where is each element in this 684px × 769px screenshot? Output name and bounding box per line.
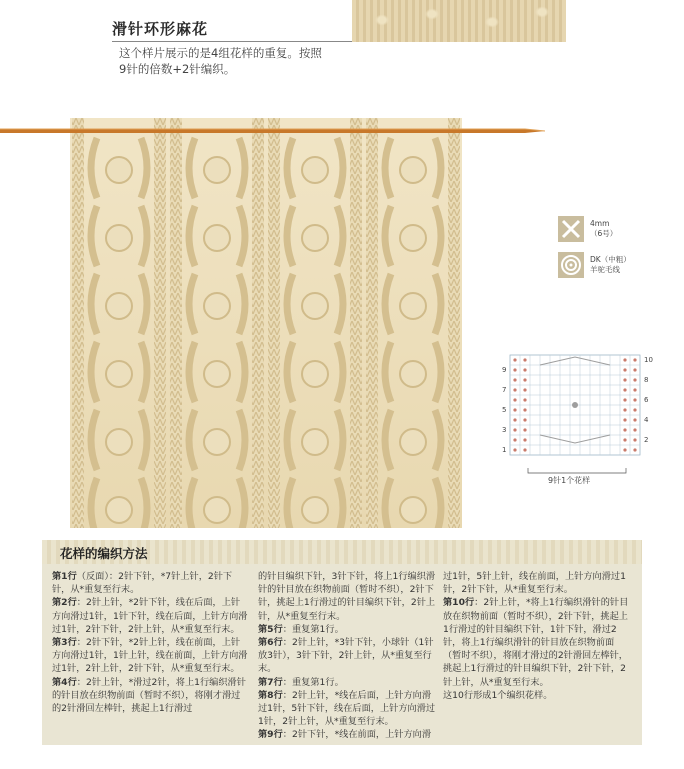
row-number-label: 第9行: [258, 729, 283, 741]
chart-row-label-left: 9: [502, 366, 507, 374]
row-number-label: 第5行: [258, 623, 283, 635]
chart-row-label-right: 2: [644, 436, 649, 444]
method-row-instruction: [258, 728, 436, 741]
chart-row-label-left: 3: [502, 426, 507, 434]
method-row-instruction: [258, 570, 436, 623]
method-row-instruction: [258, 623, 436, 636]
needle-size: 4mm: [590, 219, 610, 228]
row-number-label: 第7行: [258, 676, 283, 688]
method-column-3: [443, 570, 631, 702]
row-number-label: 第1行: [52, 571, 77, 582]
method-row-instruction: [52, 596, 248, 636]
row-instruction-text: 过1针，5针上针，线在前面，上针方向滑过1针，2针下针，从*重复至行末。: [443, 571, 626, 596]
row-instruction-text: ：2针下针，*线在前面，上针方向滑: [282, 729, 432, 741]
row-instruction-text: ：2针上针，*3针下针，小球针（1针放3针），3针下针，2针上针，从*重复至行末。: [258, 637, 434, 675]
chart-row-label-right: 10: [644, 356, 653, 364]
yarn-weight: DK（中粗）: [590, 255, 631, 264]
title-divider: [112, 41, 352, 42]
chart-row-label-left: 7: [502, 386, 507, 394]
row-number-label: 第2行: [52, 597, 77, 609]
row-number-label: 第3行: [52, 637, 77, 649]
needle-size-row: [558, 216, 631, 242]
swatch-thumbnail: [352, 0, 566, 42]
method-column-1: [52, 570, 248, 715]
method-row-instruction: [443, 570, 631, 596]
needles-icon: [558, 216, 584, 242]
knitted-swatch-image: [70, 118, 462, 528]
row-number-label: 第10行: [443, 597, 475, 609]
yarn-ball-icon: [558, 252, 584, 278]
method-column-2: [258, 570, 436, 742]
method-heading: 花样的编织方法: [60, 546, 148, 561]
row-number-label: 第6行: [258, 637, 283, 649]
chart-row-label-right: 8: [644, 376, 649, 384]
row-instruction-text: ：2针下针，*2针上针，线在前面，上针方向滑过1针，1针上针，线在前面，上针方向滑过1针，2针上针，2针下针，从*重复至行末。: [52, 637, 248, 675]
method-row-instruction: [258, 689, 436, 729]
knitting-needle-image: [0, 124, 545, 138]
row-instruction-text: 这10行形成1个编织花样。: [443, 689, 553, 701]
row-instruction-text: （反面）：2针下针，*7针上针，2针下针，从*重复至行末。: [52, 571, 233, 596]
row-instruction-text: ：2针上针，*将上1行编织滑针的针目放在织物前面（暂时不织），2针下针，挑起上1行滑过的针目编织下针，1针下针，滑过2针，将上1行编织滑针的针目放在织物前面（暂时不织），将刚才滑过的2针滑回左棒针，挑起上1行滑过的针目编织下针，2针下针，2针上针，从*重复至行末。: [443, 597, 629, 688]
chart-row-label-right: 6: [644, 396, 649, 404]
chart-row-label-right: 4: [644, 416, 649, 424]
row-instruction-text: ：重复第1行。: [282, 623, 344, 635]
row-number-label: 第8行: [258, 689, 283, 701]
row-instruction-text: ：2针上针，*线在后面，上针方向滑过1针，5针下针，线在后面，上针方向滑过1针，2针上针，从*重复至行末。: [258, 689, 436, 728]
row-instruction-text: ：2针上针，*2针下针，线在后面，上针方向滑过1针，1针下针，线在后面，上针方向滑过1针，2针下针，2针上针，从*重复至行末。: [52, 597, 248, 635]
chart-caption: 9针1个花样: [548, 476, 591, 485]
yarn-row: [558, 252, 631, 278]
method-row-instruction: [52, 676, 248, 716]
materials-info: [558, 216, 631, 288]
row-instruction-text: ：2针上针，*滑过2针，将上1行编织滑针的针目放在织物前面（暂时不织），将刚才滑过的2针滑回左棒针，挑起上1行滑过: [52, 676, 246, 715]
yarn-type: 羊驼毛线: [590, 265, 620, 274]
needle-size-cn: （6号）: [590, 229, 618, 238]
method-row-instruction: [52, 636, 248, 676]
row-number-label: 第4行: [52, 676, 77, 688]
chart-row-label-left: 1: [502, 446, 507, 454]
row-instruction-text: ：重复第1行。: [282, 676, 344, 688]
intro-text: 这个样片展示的是4组花样的重复。按照9针的倍数+2针编织。: [119, 46, 322, 76]
method-row-instruction: [258, 676, 436, 689]
method-row-instruction: [443, 596, 631, 688]
stitch-chart: [498, 353, 658, 488]
method-row-instruction: [258, 636, 436, 676]
chart-row-label-left: 5: [502, 406, 507, 414]
page-title: 滑针环形麻花: [112, 20, 209, 38]
row-instruction-text: 的针目编织下针，3针下针，将上1行编织滑针的针目放在织物前面（暂时不织），2针下针，挑起上1行滑过的针目编织下针，2针上针，从*重复至行末。: [258, 571, 436, 622]
method-row-instruction: [52, 570, 248, 596]
method-row-instruction: [443, 689, 631, 702]
